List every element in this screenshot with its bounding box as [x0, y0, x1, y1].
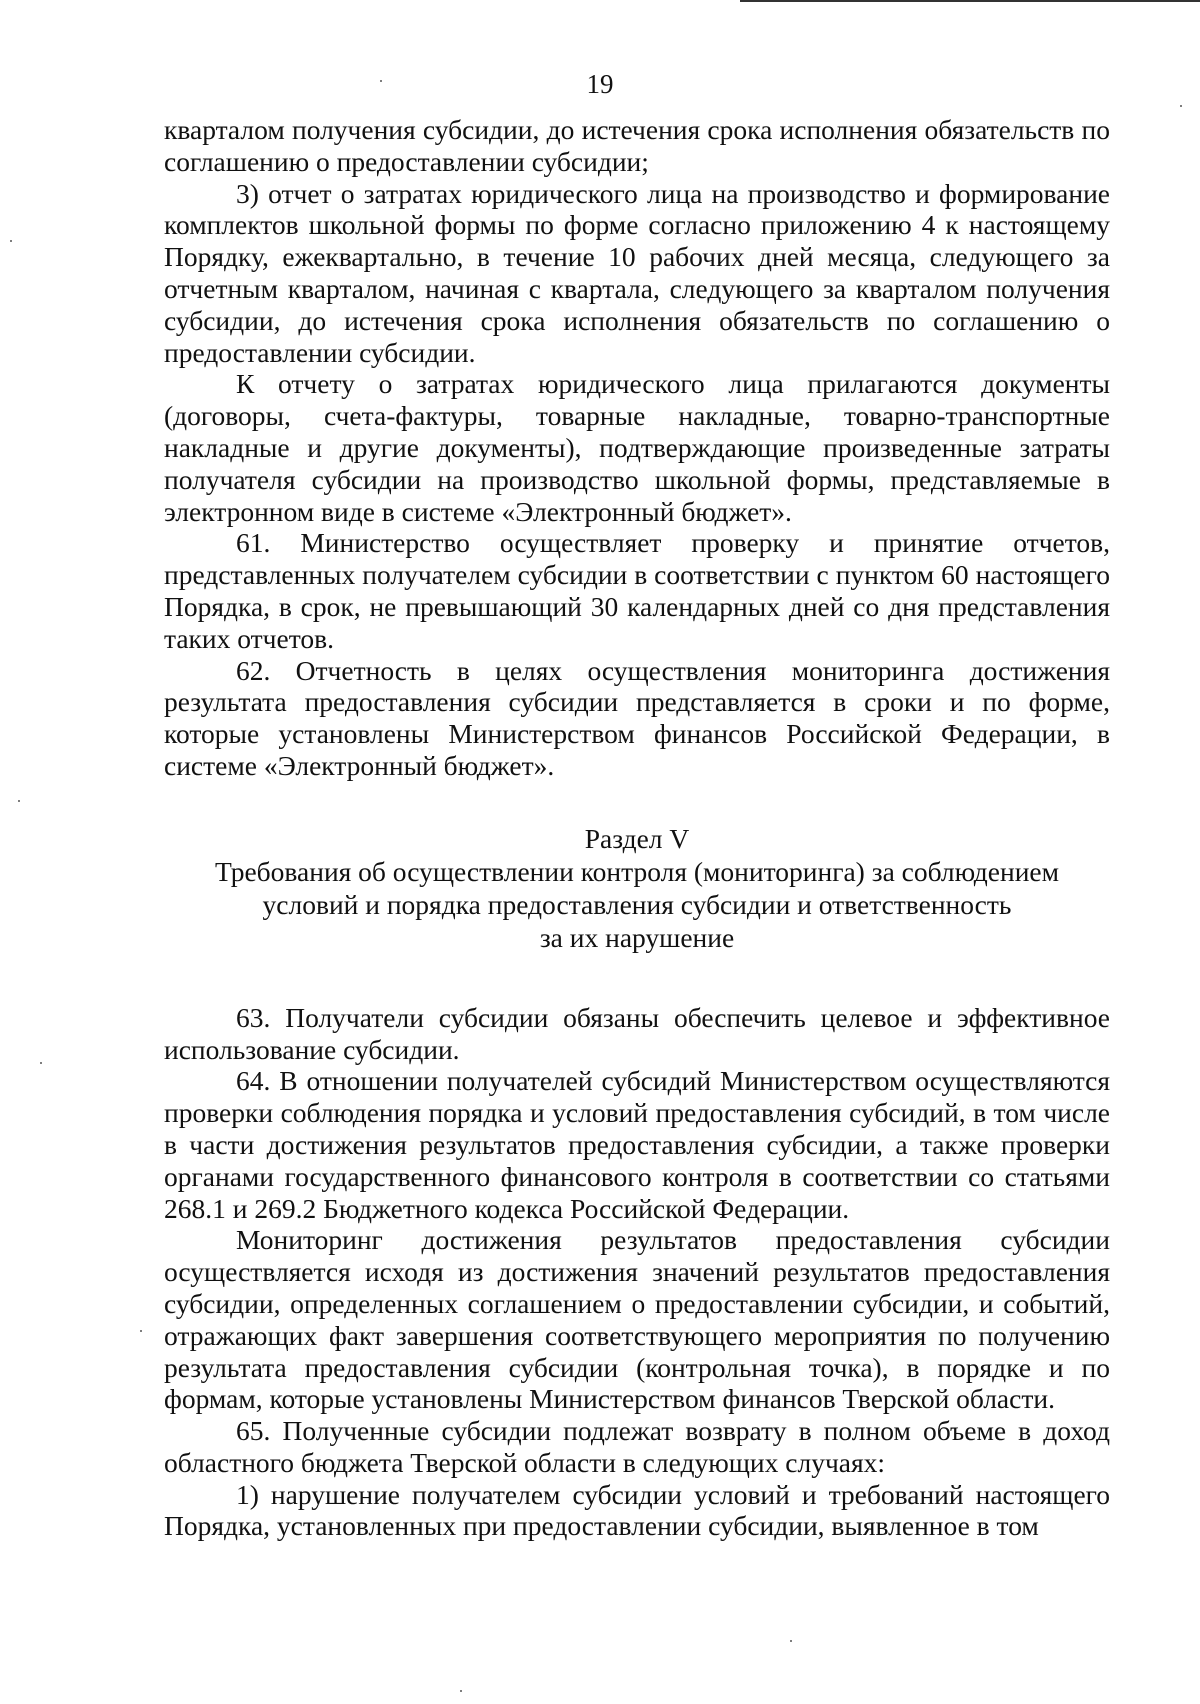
- scan-speck: [10, 240, 12, 242]
- page-number: 19: [586, 69, 614, 99]
- paragraph-continuation: кварталом получения субсидии, до истечения срока исполнения обязательств по соглашению о предоставлении субсидии;: [164, 114, 1110, 177]
- section-title-line-2: условий и порядка предоставления субсидии и ответственность: [262, 888, 1012, 920]
- scan-top-edge-rule: [740, 0, 1200, 2]
- paragraph-monitoring: Мониторинг достижения результатов предоставления субсидии осуществляется исходя из достижения значений результатов предоставления субсидии, определенных соглашением о предоставлении субсидии, и событий, отражающих факт завершения соответствующего мероприятия по получению результата предоставления субсидии (контрольная точка), в порядке и по формам, которые установлены Министерством финансов Тверской области.: [164, 1224, 1110, 1415]
- scan-speck: [1180, 105, 1182, 107]
- section-title-line-3: за их нарушение: [539, 921, 735, 953]
- scan-speck: [140, 1330, 142, 1332]
- paragraph-report-attachments: К отчету о затратах юридического лица прилагаются документы (договоры, счета-фактуры, товарные накладные, товарно-транспортные накладные и другие документы), подтверждающие произведенные затраты получателя субсидии на производство школьной формы, представляемые в электронном виде в системе «Электронный бюджет».: [164, 368, 1110, 527]
- section-heading: [164, 822, 1110, 954]
- paragraph-65: 65. Полученные субсидии подлежат возврату в полном объеме в доход областного бюджета Тверской области в следующих случаях:: [164, 1415, 1110, 1478]
- scan-speck: [40, 1062, 42, 1064]
- paragraph-64: 64. В отношении получателей субсидий Министерством осуществляются проверки соблюдения порядка и условий предоставления субсидий, в том числе в части достижения результатов предоставления субсидии, а также проверки органами государственного финансового контроля в соответствии со статьями 268.1 и 269.2 Бюджетного кодекса Российской Федерации.: [164, 1065, 1110, 1224]
- scan-speck: [790, 1640, 792, 1642]
- paragraph-item-3: 3) отчет о затратах юридического лица на производство и формирование комплектов школьной формы по форме согласно приложению 4 к настоящему Порядку, ежеквартально, в течение 10 рабочих дней месяца, следующего за отчетным кварталом, начиная с квартала, следующего за кварталом получения субсидии, до истечения срока исполнения обязательств по соглашению о предоставлении субсидии.: [164, 177, 1110, 368]
- paragraph-63: 63. Получатели субсидии обязаны обеспечить целевое и эффективное использование субсидии.: [164, 1001, 1110, 1065]
- paragraph-65-item-1: 1) нарушение получателем субсидии условий и требований настоящего Порядка, установленных при предоставлении субсидии, выявленное в том: [164, 1478, 1110, 1542]
- paragraph-61: 61. Министерство осуществляет проверку и принятие отчетов, представленных получателем субсидии в соответствии с пунктом 60 настоящего Порядка, в срок, не превышающий 30 календарных дней со дня представления таких отчетов.: [164, 527, 1110, 654]
- section-title-line-1: Требования об осуществлении контроля (мониторинга) за соблюдением: [214, 855, 1060, 887]
- scan-speck: [18, 800, 20, 802]
- paragraph-62: 62. Отчетность в целях осуществления мониторинга достижения результата предоставления субсидии представляется в сроки и по форме, которые установлены Министерством финансов Российской Федерации, в системе «Электронный бюджет».: [164, 654, 1110, 781]
- scan-speck: [380, 80, 382, 82]
- section-label: Раздел V: [584, 822, 690, 854]
- document-body: [164, 114, 1110, 1542]
- scan-speck: [460, 1690, 462, 1692]
